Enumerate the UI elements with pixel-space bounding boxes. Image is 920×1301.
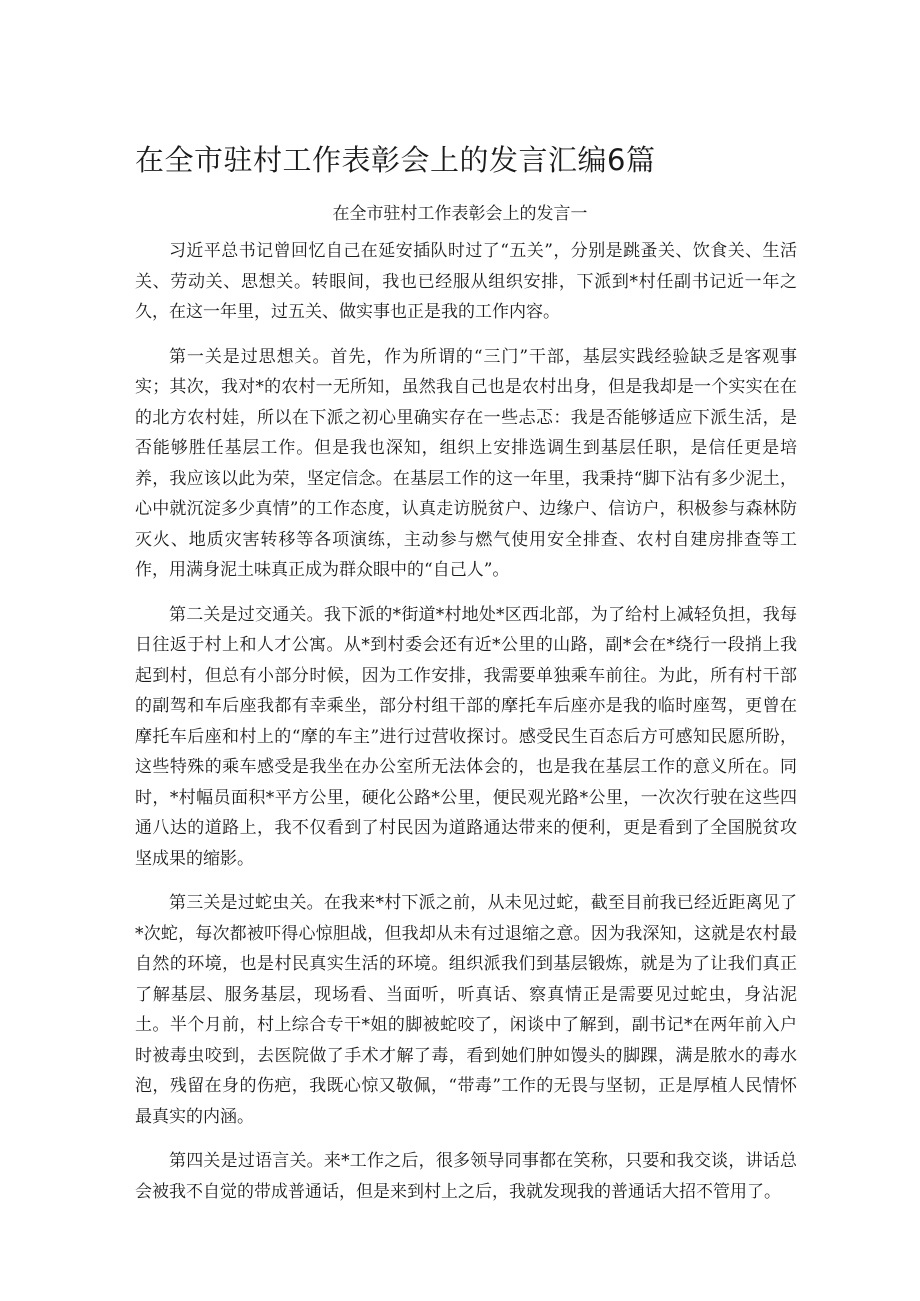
paragraph-second-pass: 第二关是过交通关。我下派的*街道*村地处*区西北部，为了给村上减轻负担，我每日往返于村上和人才公寓。从*到村委会还有近*公里的山路，副*会在*绕行一段捎上我起到村，但总有小部分时候，因为工作安排，我需要单独乘车前往。为此，所有村干部的副驾和车后座我都有幸乘坐，部分村组干部的摩托车后座亦是我的临时座驾，更曾在摩托车后座和村上的“摩的车主”进行过营收探讨。感受民生百态后方可感知民愿所盼，这些特殊的乘车感受是我坐在办公室所无法体会的，也是我在基层工作的意义所在。同时，*村幅员面积*平方公里，硬化公路*公里，便民观光路*公里，一次次行驶在这些四通八达的道路上，我不仅看到了村民因为道路通达带来的便利，更是看到了全国脱贫攻坚成果的缩影。 xyxy=(135,604,797,869)
paragraph-first-pass: 第一关是过思想关。首先，作为所谓的“三门”干部，基层实践经验缺乏是客观事实；其次，我对*的农村一无所知，虽然我自己也是农村出身，但是我却是一个实实在在的北方农村娃，所以在下派之初心里确实存在一些忐忑：我是否能够适应下派生活，是否能够胜任基层工作。但是我也深知，组织上安排选调生到基层任职，是信任更是培养，我应该以此为荣，坚定信念。在基层工作的这一年里，我秉持“脚下沾有多少泥土，心中就沉淀多少真情”的工作态度，认真走访脱贫户、边缘户、信访户，积极参与森林防灭火、地质灾害转移等各项演练，主动参与燃气使用安全排查、农村自建房排查等工作，用满身泥土味真正成为群众眼中的“自己人”。 xyxy=(135,346,797,580)
paragraph-intro: 习近平总书记曾回忆自己在延安插队时过了“五关”，分别是跳蚤关、饮食关、生活关、劳动关、思想关。转眼间，我也已经服从组织安排，下派到*村任副书记近一年之久，在这一年里，过五关、做实事也正是我的工作内容。 xyxy=(135,241,797,322)
paragraph-fourth-pass: 第四关是过语言关。来*工作之后，很多领导同事都在笑称，只要和我交谈，讲话总会被我不自觉的带成普通话，但是来到村上之后，我就发现我的普通话大招不管用了。 xyxy=(135,1151,797,1202)
document-body xyxy=(135,236,797,1221)
document-title: 在全市驻村工作表彰会上的发言汇编6篇 xyxy=(135,143,656,177)
paragraph-third-pass: 第三关是过蛇虫关。在我来*村下派之前，从未见过蛇，截至目前我已经近距离见了*次蛇，每次都被吓得心惊胆战，但我却从未有过退缩之意。因为我深知，这就是农村最自然的环境，也是村民真实生活的环境。组织派我们到基层锻炼，就是为了让我们真正了解基层、服务基层，现场看、当面听，听真话、察真情正是需要见过蛇虫，身沾泥土。半个月前，村上综合专干*姐的脚被蛇咬了，闲谈中了解到，副书记*在两年前入户时被毒虫咬到，去医院做了手术才解了毒，看到她们肿如馒头的脚踝，满是脓水的毒水泡，残留在身的伤疤，我既心惊又敬佩，“带毒”工作的无畏与坚韧，正是厚植人民情怀最真实的内涵。 xyxy=(135,893,797,1127)
section-subtitle: 在全市驻村工作表彰会上的发言一 xyxy=(332,204,588,224)
